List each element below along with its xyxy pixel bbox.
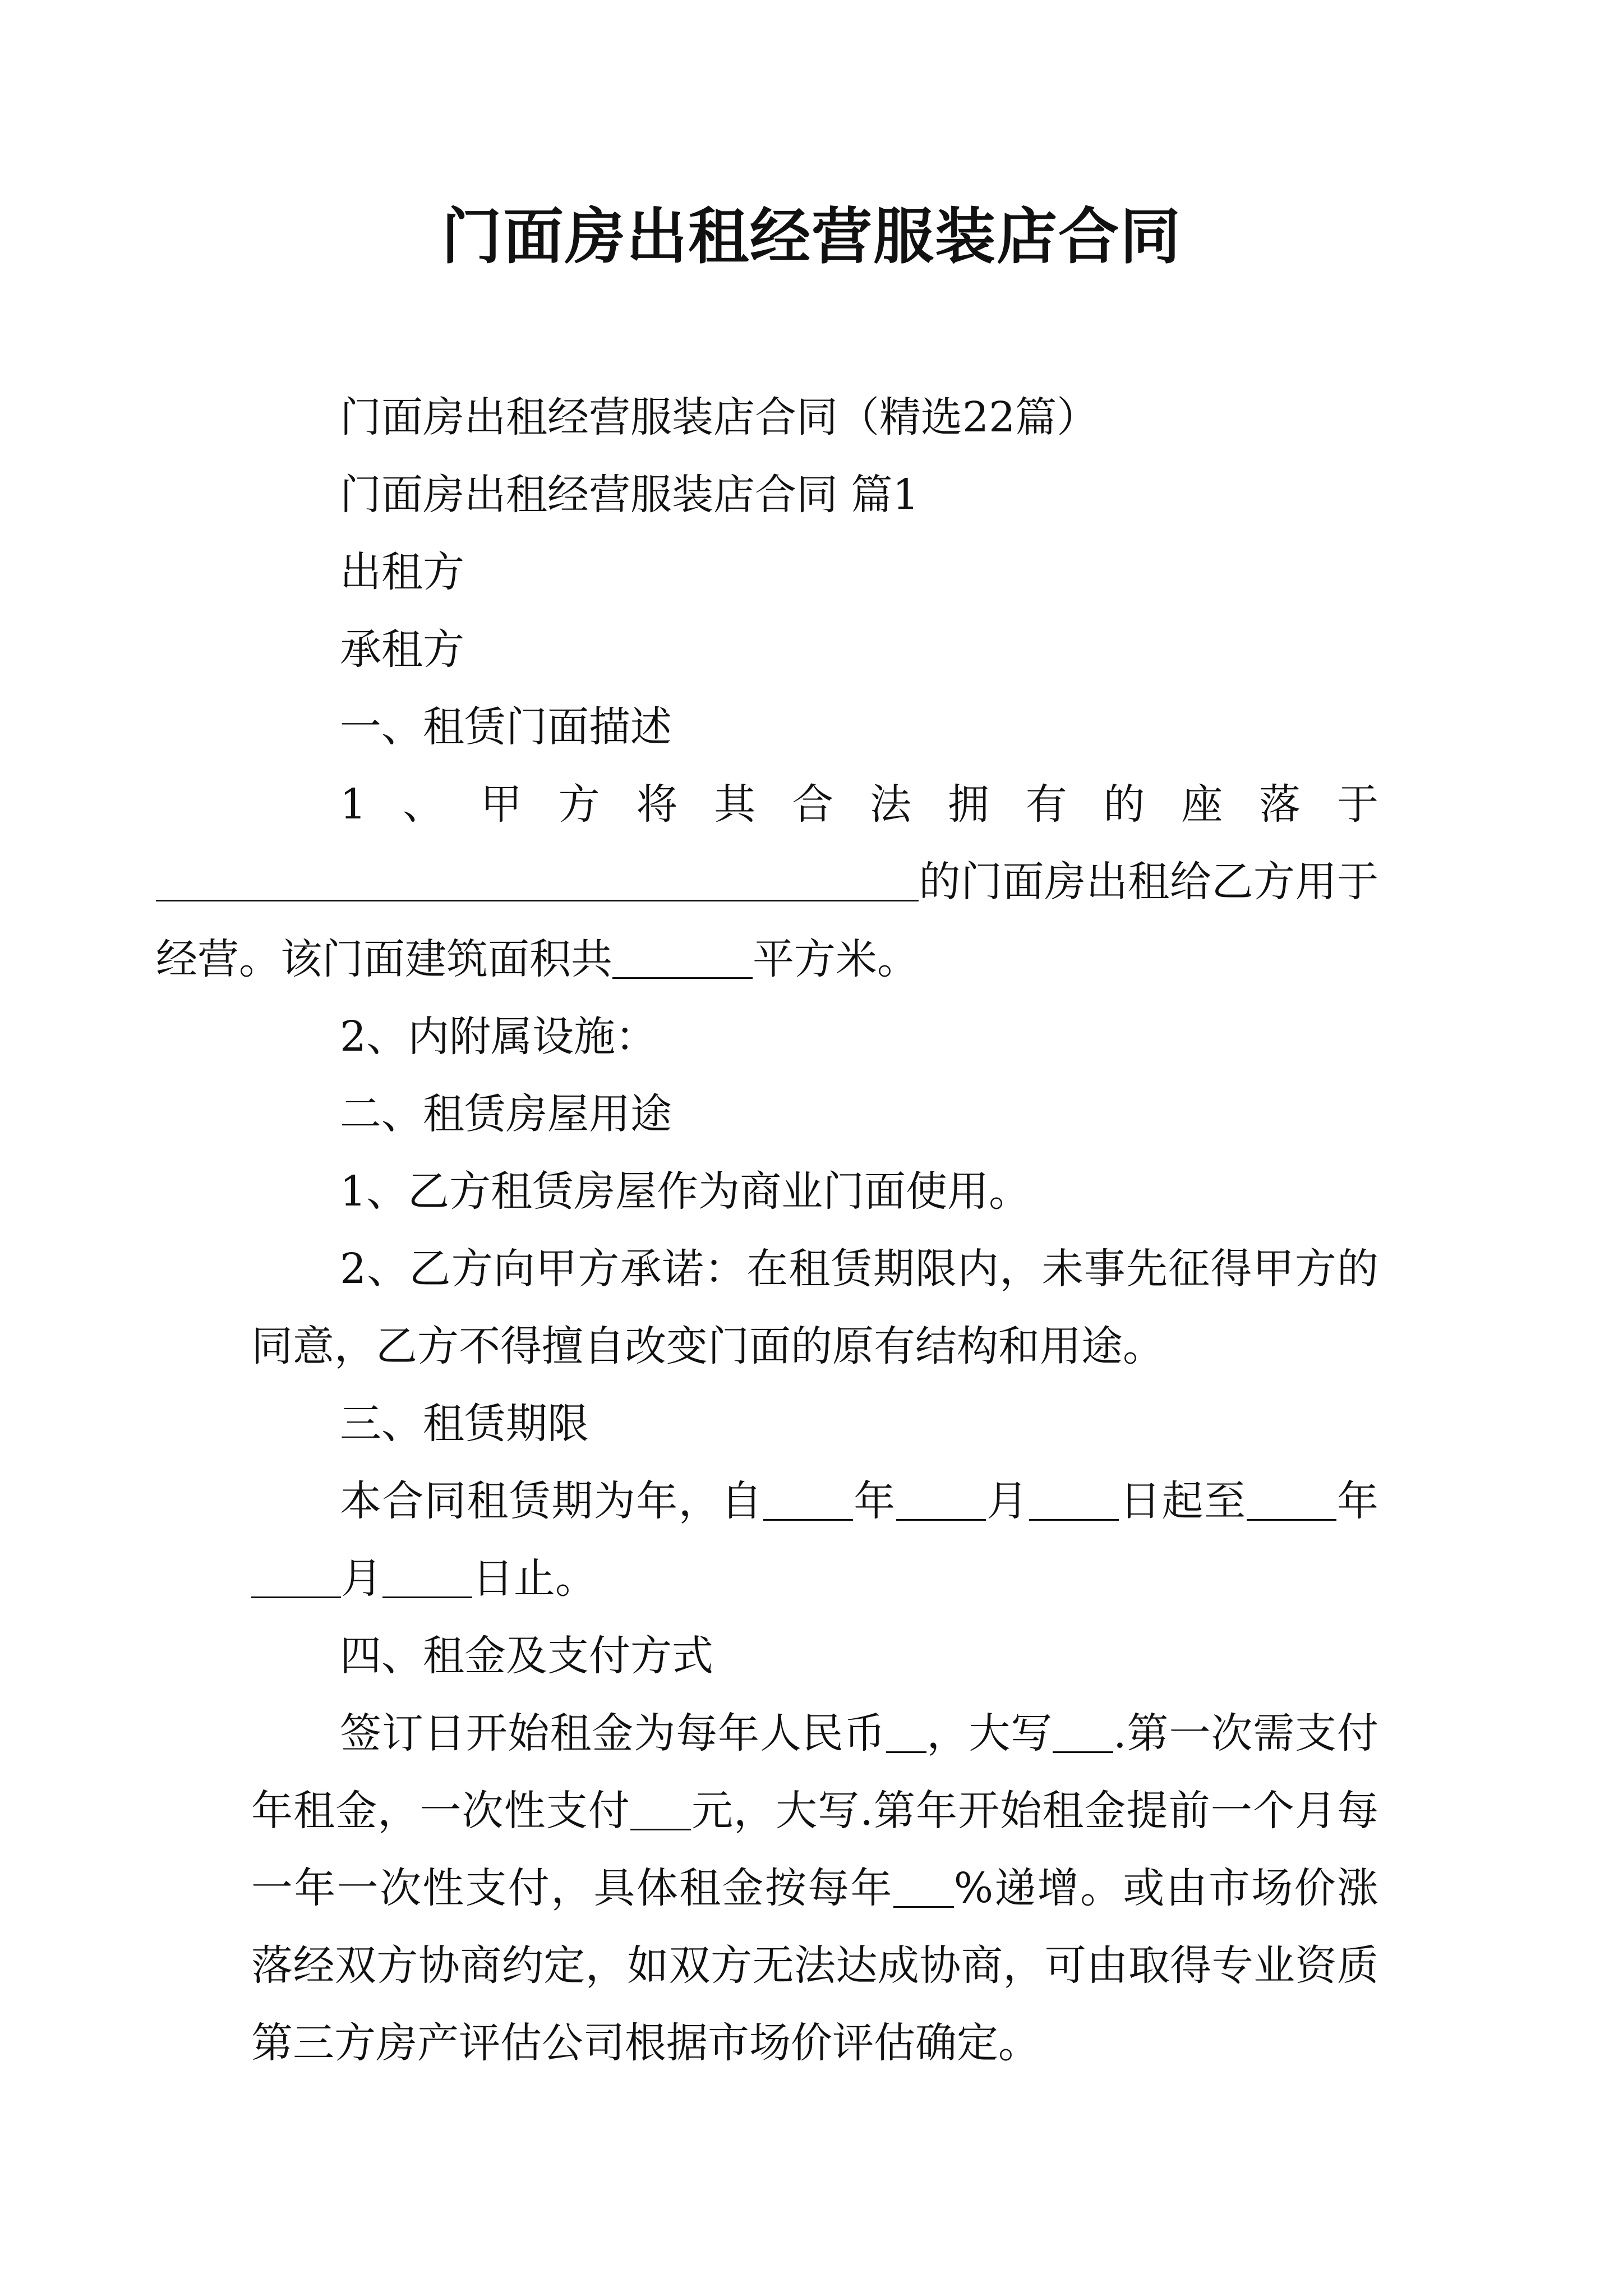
paragraph-text: 本合同租赁期为年，自 <box>340 1477 763 1525</box>
fill-in-blank <box>612 938 753 979</box>
paragraph-text: ，大写 <box>926 1709 1053 1757</box>
paragraph-text: 四、租金及支付方式 <box>340 1632 713 1680</box>
fill-in-blank <box>896 1480 986 1521</box>
paragraph-text: 2、乙方向甲方承诺：在租赁期限内，未事先征得甲方的同意，乙方不得擅自改变门面的原有结构和用途。 <box>251 1245 1378 1370</box>
paragraph-text: 日起至 <box>1118 1477 1247 1525</box>
paragraph-text: 三、租赁期限 <box>340 1400 589 1448</box>
paragraph-p4 <box>251 611 1378 688</box>
fill-in-blank <box>630 1789 691 1830</box>
paragraph-text: 一、租赁门面描述 <box>340 703 672 751</box>
paragraph-text: 平方米。 <box>753 935 919 983</box>
paragraph-text: 门面房出租经营服装店合同（精选22篇） <box>340 393 1099 441</box>
fill-in-blank <box>893 1867 954 1908</box>
paragraph-text: 二、租赁房屋用途 <box>340 1090 672 1138</box>
paragraph-p2 <box>251 456 1378 533</box>
fill-in-blank <box>251 1557 341 1598</box>
fill-in-blank <box>1053 1712 1113 1753</box>
paragraph-text: 出租方 <box>340 548 464 596</box>
fill-in-blank <box>382 1557 472 1598</box>
paragraph-p13 <box>251 1462 1378 1617</box>
paragraph-p7 <box>156 843 1378 998</box>
paragraph-p12 <box>251 1385 1378 1462</box>
paragraph-text: 年 <box>852 1477 896 1525</box>
document-title: 门面房出租经营服装店合同 <box>441 201 1182 272</box>
paragraph-text: 月 <box>341 1554 382 1603</box>
fill-in-blank <box>1247 1480 1336 1521</box>
paragraph-p5 <box>251 688 1378 766</box>
paragraph-text: 年 <box>1336 1477 1379 1525</box>
paragraph-p14 <box>251 1617 1378 1695</box>
paragraph-text: %递增。或由市场价涨落经双方协商约定，如双方无法达成协商，可由取得专业资质第三方房产评估公司根据市场价评估确定。 <box>251 1864 1378 2067</box>
fill-in-blank <box>763 1480 853 1521</box>
paragraph-text: 签订日开始租金为每年人民币 <box>340 1709 886 1757</box>
fill-in-blank <box>886 1712 926 1753</box>
paragraph-text: 承租方 <box>340 625 464 674</box>
document-body <box>156 379 1379 2082</box>
paragraph-text: 1、乙方租赁房屋作为商业门面使用。 <box>340 1167 1031 1216</box>
fill-in-blank <box>1029 1480 1119 1521</box>
paragraph-text: 月 <box>985 1477 1029 1525</box>
paragraph-p1 <box>251 379 1378 456</box>
paragraph-p8 <box>251 998 1378 1075</box>
paragraph-p6 <box>251 766 1378 843</box>
paragraph-text: 元，大写.第年开始租金提前一个月每一年一次性支付，具体租金按每年 <box>251 1787 1378 1912</box>
paragraph-text: 1、甲方将其合法拥有的座落于 <box>340 780 1378 829</box>
paragraph-text: 门面房出租经营服装店合同 篇1 <box>340 471 919 519</box>
paragraph-text: 日止。 <box>472 1554 597 1603</box>
paragraph-p3 <box>251 533 1378 611</box>
paragraph-p15 <box>251 1695 1378 2082</box>
paragraph-text: 2、内附属设施： <box>340 1013 657 1061</box>
paragraph-text: .第一次需支付年租金，一次性支付 <box>251 1709 1379 1835</box>
paragraph-p11 <box>251 1230 1378 1385</box>
paragraph-p10 <box>251 1153 1378 1230</box>
fill-in-blank <box>156 861 919 901</box>
paragraph-text: 的门面房出租给乙方用于经营。该门面建筑面积共 <box>156 858 1378 983</box>
paragraph-p9 <box>251 1075 1378 1153</box>
